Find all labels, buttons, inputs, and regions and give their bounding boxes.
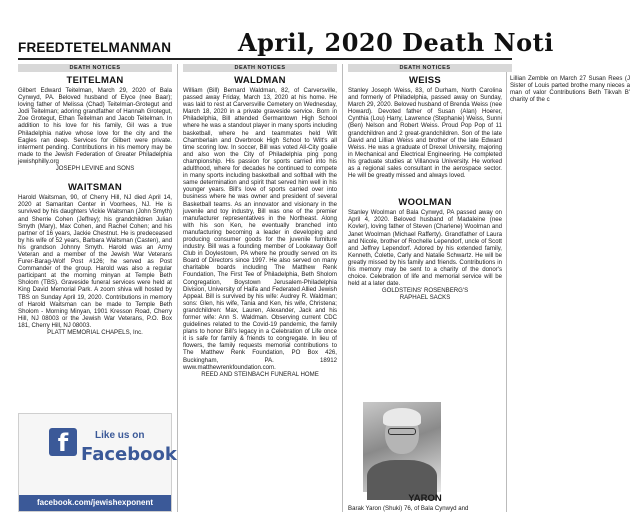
obituary-body: Stanley Woolman of Bala Cynwyd, PA passed away on April 4, 2020. Beloved husband of Madaleine (nee Kovler), loving father of Steven (Charlene) Woolman and Janet Woolman (Michael Rafferty). Grandfather of Laura and Nicole, brother of Rochelle Lependorf, uncle of Scott and Jeffrey Lependorf. Adored by his extended family, Kenneth, Colette, Carly and Natalie Schwartz. He will be greatly missed by his family and friends. Contributions in his memory may be sent to a charity of the donor's choice. Celebration of life and memorial service will be held at a later date. <box>348 209 502 288</box>
obituary-column-2 <box>183 64 337 512</box>
obituary-body: William (Bill) Bernard Waldman, 82, of Carversville, passed away Friday, March 13, 2020 at his home. He was laid to rest at Carversville Cemetery on Wednesday, March 18, 2020 in a private graveside service. Born in Philadelphia, Bill attended Germantown High School where he was a standout player in many sports including basketball, where he and teammates held Wilt Chamberlain and Overbrook High School to Wilt's all time scoring low. In soccer, Bill was voted All-City goalie and also won the City of Philadelphia ping pong championship. His passion for sports carried into his adulthood, where for decades he continued to compete in many sports including basketball and softball with the same determination and spirit that served him well in his younger years. Bill's love of sports carried over into business where he was owner and president of several Basketball teams. As an innovator and visionary in the juvenile and toy industry, Bill was one of the premier manufacturer representatives in the Northeast. Along with his son Ken, he eventually branched into manufacturing becoming a leader in developing and producing consumer goods for the juvenile furniture industry. Bill was a founding member of Lookaway Golf Club in Doylestown, PA where he proudly served on its Board of Directors since 1997. He also served on many charitable boards including The Matthew Renk Foundation, The First Tee of Philadelphia, Beth Sholom Congregation, Boystown Jerusalem-Philadelphia Division, University of Haifa and Federated Allied Jewish Appeal. Bill is survived by his wife: Audrey R. Waldman; sons: Glen, his wife, Tania and Ken, his wife, Christena; grandchildren: Max, Lauren, Alexander, Jack and his former wife: Ann S. Waldman. Observing current CDC guidelines related to the Covid-19 pandemic, the family plans to honor Bill's legacy in a Celebration of Life once it is safe for family & friends to congregate. In lieu of flowers, the family requests memorial contributions to The Matthew Renk Foundation, PO Box 426, Buckingham, PA. 18912 www.matthewrenkfoundation.com. <box>183 87 337 371</box>
masthead-title: April, 2020 Death Noti <box>238 28 554 57</box>
obituary-name: TEITELMAN <box>66 75 124 86</box>
section-header: DEATH NOTICES <box>348 64 502 72</box>
facebook-wordmark: Facebook <box>81 444 177 465</box>
column-divider <box>342 64 343 512</box>
obituary-name: WOOLMAN <box>398 197 452 209</box>
obituary-name: WAITSMAN <box>67 182 123 194</box>
facebook-like-us: Like us on <box>95 430 145 441</box>
column-divider <box>177 64 178 512</box>
obituary-body: Gilbert Edward Teitelman, March 29, 2020 of Bala Cynwyd, PA. Beloved husband of Elyce (nee Baar); loving father of Melissa (Chad) Teitelman-Grotegut and Jodi Teitelman; adoring grandfather of Hannah Grotegut, Zoe Grotegut, Ethan Teitelman and Jacob Teitelman. In addition to his love for his family, Gil was a true Philadelphia native whose love for the city and the Eagles ran deep. Services for Gilbert were private. interment pending. Contributions in his memory may be made to the Jewish Federation of Greater Philadelphia jewishphilly.org <box>18 87 172 165</box>
obituary-body: Barak Yaron (Shuki) 76, of Bala Cynwyd and <box>348 505 469 512</box>
facebook-logo-icon: f <box>49 428 77 456</box>
obituary-body: Lillian Zemble on March 27 Susan Rees (J Sister of Louis parted brothe many nieces a man of valor Contributions Beth Tikvah B' charity of the c <box>510 75 630 104</box>
obituary-name: WEISS <box>408 75 442 86</box>
obituary-signature: GOLDSTEINS' ROSENBERG'S RAPHAEL SACKS <box>381 287 469 302</box>
section-header <box>466 64 512 72</box>
masthead-publication: FREEDTETELMANMAN <box>18 40 172 55</box>
section-header: DEATH NOTICES <box>183 64 337 72</box>
yaron-portrait-photo <box>363 402 441 492</box>
facebook-ad[interactable] <box>18 413 177 512</box>
obituary-name: WALDMAN <box>234 75 286 86</box>
obituary-column-4-partial <box>466 64 630 512</box>
obituary-signature: PLATT MEMORIAL CHAPELS, Inc. <box>47 329 143 337</box>
obituary-signature: JOSEPH LEVINE and SONS <box>55 165 135 173</box>
section-header: DEATH NOTICES <box>18 64 172 72</box>
obituary-name: YARON <box>408 493 442 504</box>
obituary-body: Harold Waitsman, 90, of Cherry Hill, NJ died April 14, 2020 at Samaritan Center in Voorhees, NJ. He is survived by his daughters Vickie Waitsman (John Smyth) and Sherrie Cohen (Jeffrey); his grandchildren Julian Smyth (Mary), Max Cohen, and Rachel Cohen; and his partner of 16 years, Jackie Chestnut. He is predeceased by his wife of 52 years, Barbara Waitsman (Casten), and his grandson Johnny Smyth. Harold was an Army Veteran and a member of the Jewish War Veterans Furer-Barag-Wolf Post #126; he served as Post Commander of the group. Harold was also a regular participant at the morning minyan at Temple Beth Sholom (TBS). Graveside funeral services were held at King David Memorial Park. A zoom shiva will hosted by TBS on Sunday April 19, 2020. Contributions in memory of Harold Waitsman can be made to Temple Beth Sholom - Morning Minyan, 1901 Kresson Road, Cherry Hill, NJ 08003 or the Jewish War Veterans, P.O. Box 181, Cherry Hill, NJ 08003. <box>18 194 172 329</box>
masthead-rule <box>18 58 512 60</box>
facebook-url[interactable]: facebook.com/jewishexponent <box>19 495 171 511</box>
obituary-body: Stanley Joseph Weiss, 83, of Durham, North Carolina and formerly of Philadelphia, passed away on Sunday, March 29, 2020. Beloved husband of Brenda Weiss (nee Howard). Devoted father of Susan (Alan) Hoerer, Cynthia (Lou) Harry, Lawrence (Stephanie) Weiss, Sunni (Ben) Nelson and Robert Weiss. Proud Pop Pop of 11 grandchildren and 2 great-grandchildren. Son of the late David and Lillian Weiss and brother of the late Edward Weiss. He was a graduate of Drexel University, majoring in Mechanical and Electrical Engineering. He completed his graduate studies at Villanova University. He worked as a regional sales consultant in the aerospace sector. He will be greatly missed and always loved. <box>348 87 502 180</box>
obituary-signature: REED AND STEINBACH FUNERAL HOME <box>201 370 319 378</box>
